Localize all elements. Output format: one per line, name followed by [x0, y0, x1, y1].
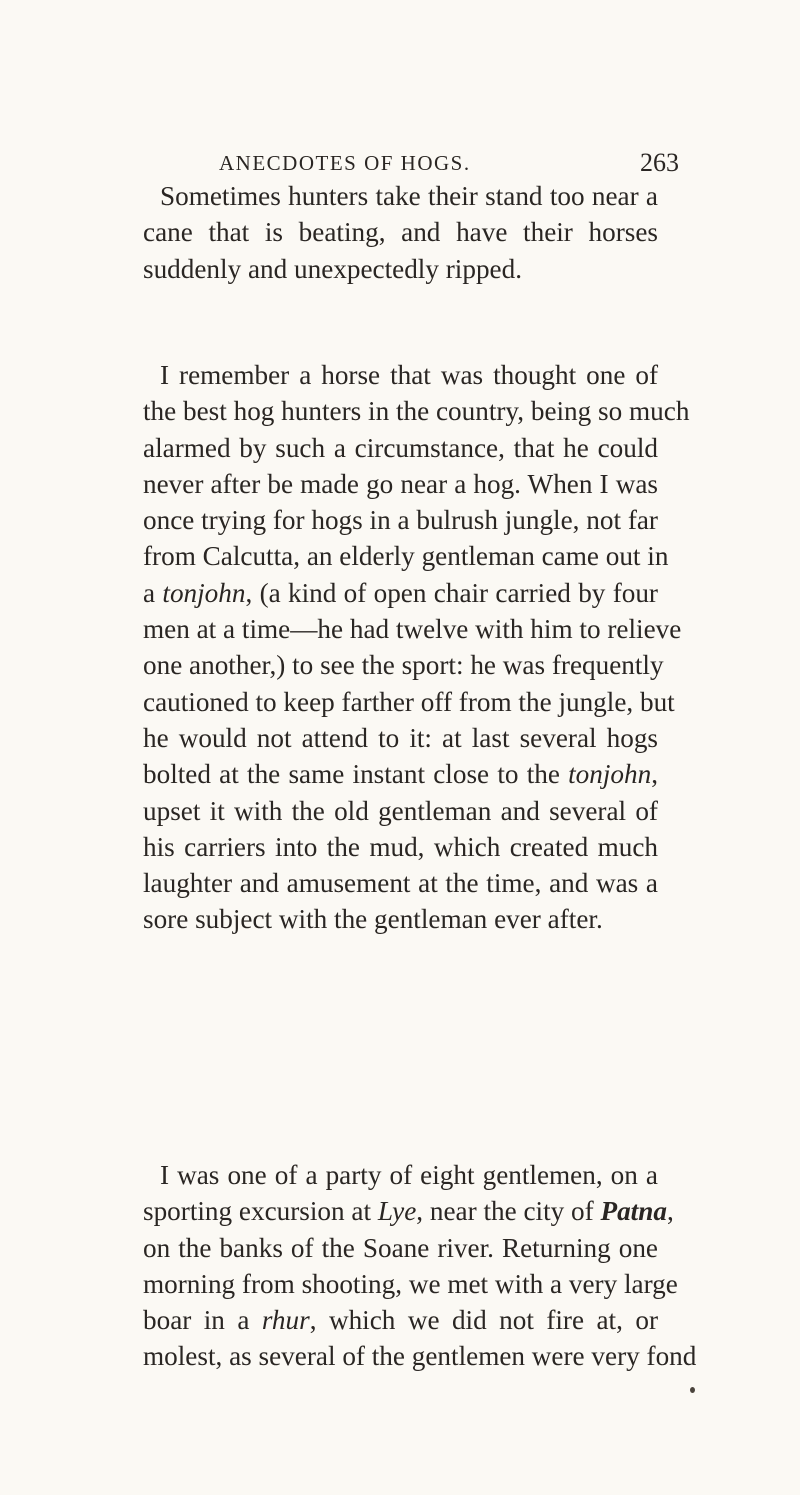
text-line: once trying for hogs in a bulrush jungle, not far	[143, 505, 658, 536]
italic-term: tonjohn	[162, 577, 246, 608]
text-line: he would not attend to it: at last several hogs	[143, 722, 658, 753]
page-number: 263	[640, 148, 679, 177]
text-line: I remember a horse that was thought one of	[160, 360, 658, 390]
text-line: morning from shooting, we met with a very large	[143, 1268, 678, 1299]
text-line: never after be made go near a hog. When I was	[143, 468, 658, 499]
running-title: ANECDOTES OF HOGS.	[219, 151, 471, 175]
text-line: upset it with the old gentleman and several of	[143, 795, 658, 826]
text-line: alarmed by such a circumstance, that he could	[143, 432, 658, 463]
text-line: one another,) to see the sport: he was frequently	[143, 650, 664, 681]
text-line: men at a time—he had twelve with him to relieve	[143, 614, 682, 645]
text-line: on the banks of the Soane river. Returning one	[143, 1232, 658, 1263]
text-line: cane that is beating, and have their horses	[143, 217, 658, 248]
text-line: from Calcutta, an elderly gentleman came out in	[143, 541, 669, 572]
paragraph-1	[143, 178, 658, 287]
text-line: laughter and amusement at the time, and was a	[143, 868, 658, 899]
text-line: his carriers into the mud, which created much	[143, 831, 658, 862]
text-run: boar in a	[143, 1305, 262, 1336]
italic-place: Lye	[377, 1196, 417, 1227]
text-line	[143, 575, 658, 611]
page-header	[219, 146, 679, 180]
text-run: , (a kind of open chair carried by four	[245, 577, 658, 608]
text-line: molest, as several of the gentlemen were very fond	[143, 1341, 697, 1372]
text-line	[143, 756, 658, 792]
text-run: bolted at the same instant close to the	[143, 759, 569, 790]
text-line: I was one of a party of eight gentlemen, on a	[160, 1160, 658, 1190]
text-run: , near the city of	[416, 1196, 601, 1227]
ink-speck	[690, 1387, 695, 1393]
bold-italic-place: Patna	[600, 1196, 667, 1227]
text-run: ,	[651, 759, 658, 790]
text-line: cautioned to keep farther off from the jungle, but	[143, 686, 675, 717]
text-line: sore subject with the gentleman ever after.	[143, 904, 603, 935]
text-run: ,	[666, 1196, 674, 1227]
text-line: Sometimes hunters take their stand too near a	[160, 181, 658, 211]
italic-term: tonjohn	[568, 759, 652, 790]
text-run: a	[143, 577, 163, 608]
italic-term: rhur	[261, 1305, 310, 1336]
text-line	[143, 1193, 674, 1229]
text-line: the best hog hunters in the country, being so much	[143, 396, 690, 427]
text-run: , which we did not fire at, or	[309, 1305, 658, 1336]
text-run: sporting excursion at	[143, 1196, 378, 1227]
text-line: suddenly and unexpectedly ripped.	[143, 253, 523, 284]
paragraph-2	[143, 357, 690, 938]
paragraph-3	[143, 1157, 697, 1375]
text-line	[143, 1302, 658, 1338]
